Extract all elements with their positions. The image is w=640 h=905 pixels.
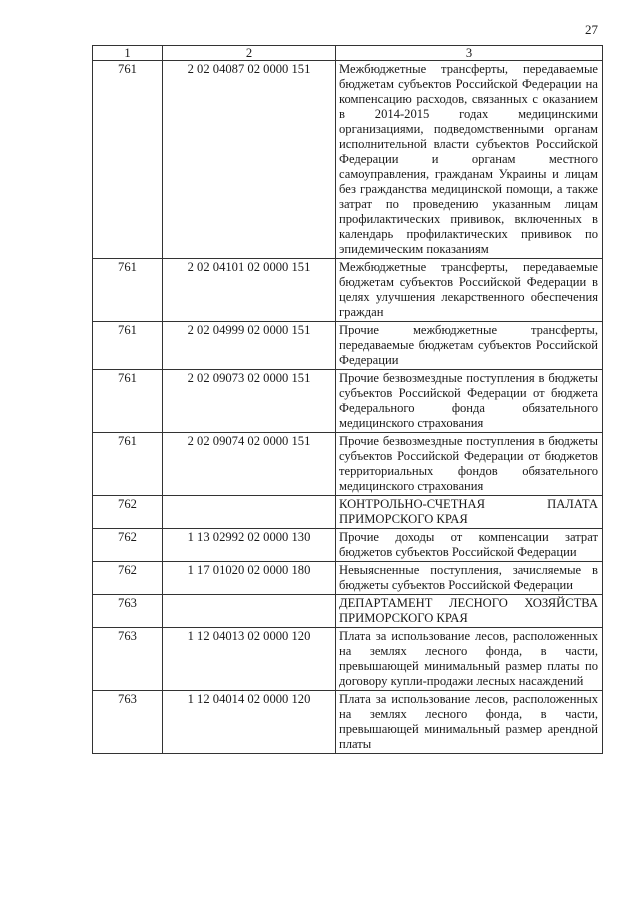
revenue-name-cell: Межбюджетные трансферты, передаваемые бюджетам субъектов Российской Федерации на компенсацию расходов, связанных с оказанием в 2014-2015 годах медицинскими организациями, подведомственными органам исполнительной власти субъектов Российской Федерации и органам местного самоуправления, гражданам Украины и лицам без гражданства медицинской помощи, а также затрат по проведению указанным лицам профилактических прививок, включенных в календарь профилактических прививок по эпидемическим показаниям bbox=[336, 61, 603, 259]
section-title-cell: КОНТРОЛЬНО-СЧЕТНАЯ ПАЛАТА ПРИМОРСКОГО КРАЯ bbox=[336, 496, 603, 529]
budget-code-cell: 2 02 09074 02 0000 151 bbox=[163, 433, 336, 496]
admin-code-cell: 762 bbox=[93, 496, 163, 529]
revenue-name-cell: Прочие безвозмездные поступления в бюджеты субъектов Российской Федерации от бюджетов территориальных фондов обязательного медицинского страхования bbox=[336, 433, 603, 496]
table-row bbox=[93, 691, 603, 754]
revenue-name-cell: Плата за использование лесов, расположенных на землях лесного фонда, в части, превышающей минимальный размер арендной платы bbox=[336, 691, 603, 754]
budget-code-cell: 2 02 04101 02 0000 151 bbox=[163, 259, 336, 322]
table-row bbox=[93, 529, 603, 562]
section-title-cell: ДЕПАРТАМЕНТ ЛЕСНОГО ХОЗЯЙСТВА ПРИМОРСКОГО КРАЯ bbox=[336, 595, 603, 628]
budget-code-cell: 2 02 04087 02 0000 151 bbox=[163, 61, 336, 259]
budget-code-cell: 1 13 02992 02 0000 130 bbox=[163, 529, 336, 562]
revenue-name-cell: Плата за использование лесов, расположенных на землях лесного фонда, в части, превышающей минимальный размер платы по договору купли-продажи лесных насаждений bbox=[336, 628, 603, 691]
table-row bbox=[93, 595, 603, 628]
budget-code-cell bbox=[163, 496, 336, 529]
admin-code-cell: 761 bbox=[93, 370, 163, 433]
admin-code-cell: 762 bbox=[93, 562, 163, 595]
admin-code-cell: 762 bbox=[93, 529, 163, 562]
header-col-3: 3 bbox=[336, 46, 603, 61]
header-col-2: 2 bbox=[163, 46, 336, 61]
budget-code-cell: 2 02 04999 02 0000 151 bbox=[163, 322, 336, 370]
budget-code-cell: 1 12 04014 02 0000 120 bbox=[163, 691, 336, 754]
budget-code-cell: 1 17 01020 02 0000 180 bbox=[163, 562, 336, 595]
revenue-name-cell: Прочие доходы от компенсации затрат бюджетов субъектов Российской Федерации bbox=[336, 529, 603, 562]
admin-code-cell: 761 bbox=[93, 322, 163, 370]
admin-code-cell: 763 bbox=[93, 628, 163, 691]
table-row bbox=[93, 370, 603, 433]
page-number: 27 bbox=[585, 22, 598, 37]
admin-code-cell: 761 bbox=[93, 433, 163, 496]
table-header-row bbox=[93, 46, 603, 61]
revenue-codes-table bbox=[92, 45, 603, 754]
revenue-name-cell: Прочие межбюджетные трансферты, передаваемые бюджетам субъектов Российской Федерации bbox=[336, 322, 603, 370]
revenue-name-cell: Невыясненные поступления, зачисляемые в бюджеты субъектов Российской Федерации bbox=[336, 562, 603, 595]
admin-code-cell: 763 bbox=[93, 595, 163, 628]
budget-code-cell bbox=[163, 595, 336, 628]
header-col-1: 1 bbox=[93, 46, 163, 61]
revenue-name-cell: Межбюджетные трансферты, передаваемые бюджетам субъектов Российской Федерации в целях улучшения лекарственного обеспечения граждан bbox=[336, 259, 603, 322]
table-row bbox=[93, 259, 603, 322]
admin-code-cell: 761 bbox=[93, 259, 163, 322]
admin-code-cell: 761 bbox=[93, 61, 163, 259]
table-row bbox=[93, 433, 603, 496]
table-row bbox=[93, 562, 603, 595]
revenue-name-cell: Прочие безвозмездные поступления в бюджеты субъектов Российской Федерации от бюджета Федерального фонда обязательного медицинского страхования bbox=[336, 370, 603, 433]
table-row bbox=[93, 628, 603, 691]
admin-code-cell: 763 bbox=[93, 691, 163, 754]
table-row bbox=[93, 61, 603, 259]
table-row bbox=[93, 322, 603, 370]
table-row bbox=[93, 496, 603, 529]
budget-code-cell: 2 02 09073 02 0000 151 bbox=[163, 370, 336, 433]
budget-code-cell: 1 12 04013 02 0000 120 bbox=[163, 628, 336, 691]
